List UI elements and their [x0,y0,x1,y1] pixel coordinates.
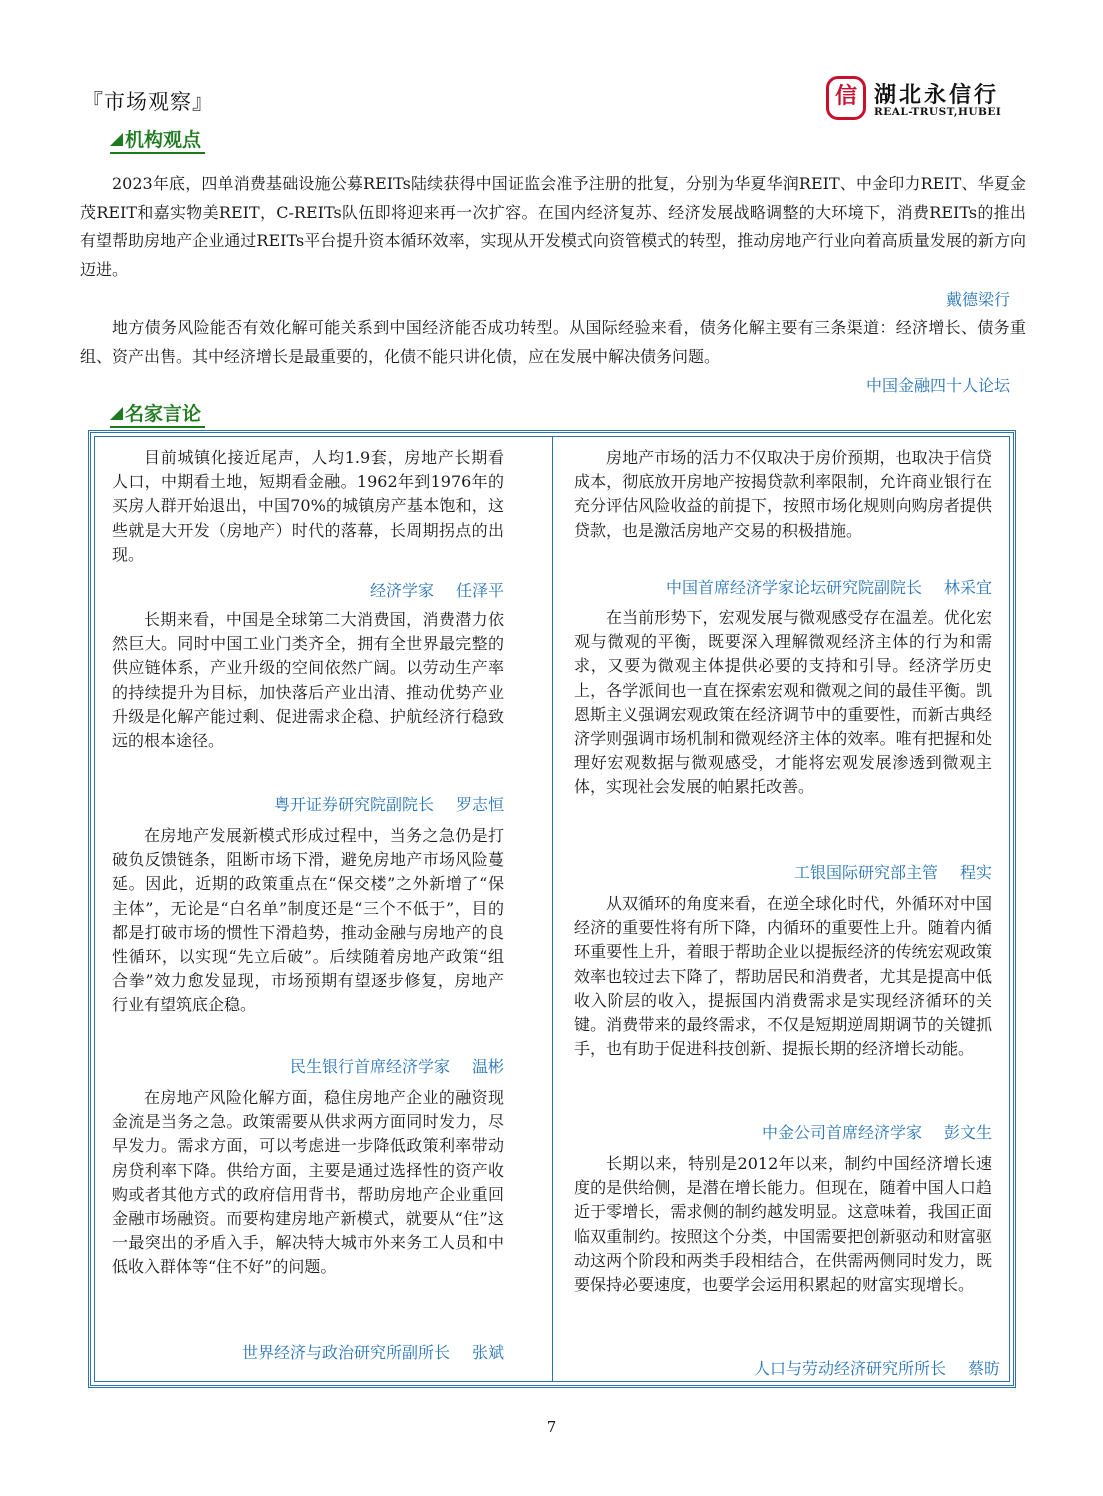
expert-quote-text: 在当前形势下，宏观发展与微观感受存在温差。优化宏观与微观的平衡，既要深入理解微观经济主体的行为和需求，又要为微观主体提供必要的支持和引导。经济学历史上，各学派间也一直在探索宏观和微观之间的最佳平衡。凯恩斯主义强调宏观政策在经济调节中的重要性，而新古典经济学则强调市场机制和微观经济主体的效率。唯有把握和处理好宏观数据与微观感受，才能将宏观发展渗透到微观主体，实现社会发展的帕累托改善。 [574,608,992,797]
expert-attribution: 中金公司首席经济学家 彭文生 [761,1123,992,1142]
expert-attribution: 人口与劳动经济研究所所长 蔡昉 [753,1359,1000,1378]
logo-english-name: REAL-TRUST,HUBEI [874,106,1002,118]
expert-quote-text: 长期来看，中国是全球第二大消费国，消费潜力依然巨大。同时中国工业门类齐全，拥有全世界最完整的供应链体系，产业升级的空间依然广阔。以劳动生产率的持续提升为目标，加快落后产业出清、推动优势产业升级是化解产能过剩、促进需求企稳、护航经济行稳致远的根本途径。 [112,610,504,751]
expert-attribution: 粤开证券研究院副院长 罗志恒 [273,795,504,814]
expert-quote-text: 在房地产发展新模式形成过程中，当务之急仍是打破负反馈链条，阻断市场下滑，避免房地产市场风险蔓延。因此，近期的政策重点在“保交楼”之外新增了“保主体”，无论是“白名单”制度还是“三个不低于”，目的都是打破市场的惯性下滑趋势，推动金融与房地产的良性循环，以实现“先立后破”。后续随着房地产政策“组合拳”效力愈发显现，市场预期有望逐步修复，房地产行业有望筑底企稳。 [112,826,504,1015]
column-divider [552,436,553,1382]
institutional-views-heading: 机构观点 [110,128,205,154]
logo-chinese-name: 湖北永信行 [874,83,1000,108]
logo-seal-icon: 信 [826,76,866,120]
institutional-source-2: 中国金融四十人论坛 [865,376,1010,395]
company-logo [826,76,1026,122]
page-number: 7 [546,1418,557,1436]
triangle-bullet-icon [110,407,123,420]
institutional-paragraph-2: 地方债务风险能否有效化解可能关系到中国经济能否成功转型。从国际经验来看，债务化解主要有三条渠道：经济增长、债务重组、资产出售。其中经济增长是最重要的，化债不能只讲化债，应在发展中解决债务问题。 [80,318,1026,366]
institutional-source-1: 戴德梁行 [945,290,1010,309]
expert-attribution: 中国首席经济学家论坛研究院副院长 林采宜 [665,578,992,597]
expert-attribution: 世界经济与政治研究所副所长 张斌 [241,1343,504,1362]
institutional-paragraph-1: 2023年底，四单消费基础设施公募REITs陆续获得中国证监会准予注册的批复，分别为华夏华润REIT、中金印力REIT、华夏金茂REIT和嘉实物美REIT，C-REITs队伍即将迎来再一次扩容。在国内经济复苏、经济发展战略调整的大环境下，消费REITs的推出有望帮助房地产企业通过REITs平台提升资本循环效率，实现从开发模式向资管模式的转型，推动房地产行业向着高质量发展的新方向迈进。 [80,174,1026,279]
expert-views-heading: 名家言论 [110,402,205,428]
expert-quote-text: 从双循环的角度来看，在逆全球化时代，外循环对中国经济的重要性将有所下降，内循环的重要性上升。随着内循环重要性上升，着眼于帮助企业以提振经济的传统宏观政策效率也较过去下降了，帮助居民和消费者，尤其是提高中低收入阶层的收入，提振国内消费需求是实现经济循环的关键。消费带来的最终需求，不仅是短期逆周期调节的关键抓手，也有助于促进科技创新、提振长期的经济增长动能。 [574,894,992,1059]
expert-quote-text: 房地产市场的活力不仅取决于房价预期，也取决于信贷成本，彻底放开房地产按揭贷款利率限制，允许商业银行在充分评估风险收益的前提下，按照市场化规则向购房者提供贷款，也是激活房地产交易的积极措施。 [574,448,992,540]
expert-attribution: 工银国际研究部主管 程实 [793,863,992,882]
expert-quote-text: 目前城镇化接近尾声，人均1.9套，房地产长期看人口，中期看土地，短期看金融。1962年到1976年的买房人群开始退出，中国70%的城镇房产基本饱和，这些就是大开发（房地产）时代的落幕，长周期拐点的出现。 [112,448,504,564]
expert-quote-text: 长期以来，特别是2012年以来，制约中国经济增长速度的是供给侧，是潜在增长能力。但现在，随着中国人口趋近于零增长，需求侧的制约越发明显。这意味着，我国正面临双重制约。按照这个分类，中国需要把创新驱动和财富驱动这两个阶段和两类手段相结合，在供需两侧同时发力，既要保持必要速度，也要学会运用积累起的财富实现增长。 [574,1154,992,1295]
triangle-bullet-icon [110,133,123,146]
page-section-title: 『市场观察』 [82,90,214,114]
expert-attribution: 经济学家 任泽平 [369,581,504,600]
expert-attribution: 民生银行首席经济学家 温彬 [289,1057,504,1076]
expert-quote-text: 在房地产风险化解方面，稳住房地产企业的融资现金流是当务之急。政策需要从供求两方面同时发力，尽早发力。需求方面，可以考虑进一步降低政策利率带动房贷利率下降。供给方面，主要是通过选择性的资产收购或者其他方式的政府信用背书，帮助房地产企业重回金融市场融资。而要构建房地产新模式，就要从“住”这一最突出的矛盾入手，解决特大城市外来务工人员和中低收入群体等“住不好”的问题。 [112,1088,504,1277]
